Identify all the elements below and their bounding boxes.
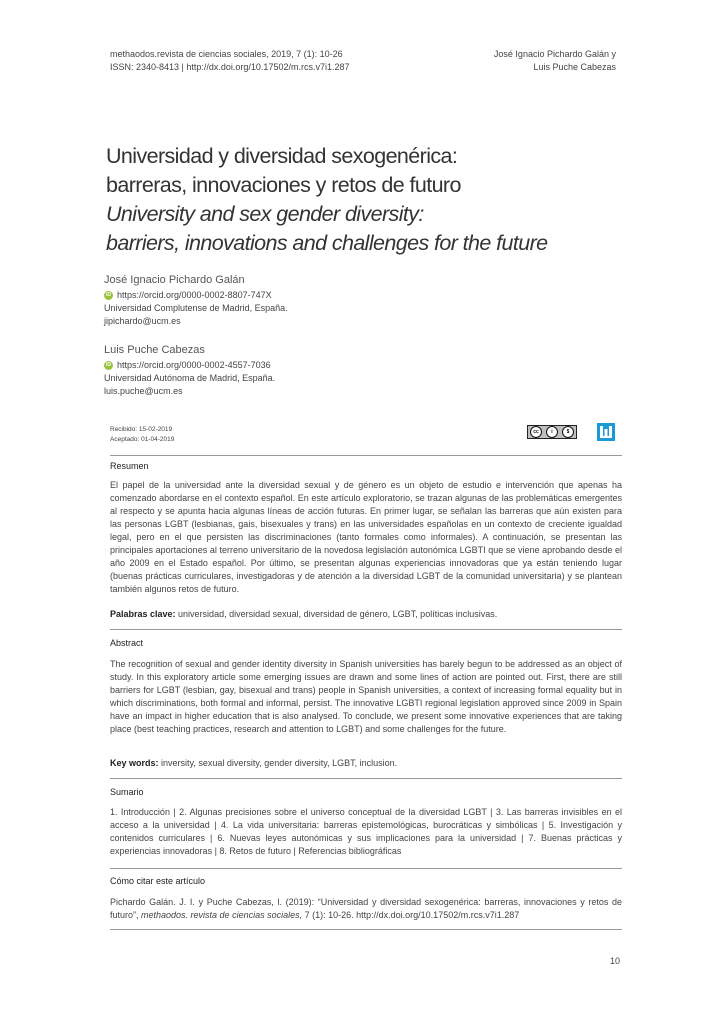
keywords-label: Palabras clave:	[110, 609, 176, 619]
cc-by-nc-icon[interactable]	[527, 425, 577, 439]
orcid-icon: iD	[106, 362, 111, 368]
sumario-heading: Sumario	[110, 787, 144, 797]
abstract-body: The recognition of sexual and gender identity diversity in Spanish universities has barely begun to be addressed as an object of study. In this exploratory article some emerging issues are drawn and some lines of action are pointed out. First, there are still barriers for LGBT (lesbian, gay, bisexual and trans) people in Spanish universities, a context of increasing formal equality but in which discriminations, both formal and informal, persist. The innovative LGBTI regional legislation approved since 2009 in Spain have an impact in higher education that is also analysed. To conclude, we present some innovative experiences that are taking place (best teaching practices, research and attention to LGBT) and some challenges for the future.	[110, 659, 622, 734]
by-icon: i	[546, 426, 558, 438]
author-name: José Ignacio Pichardo Galán	[104, 274, 245, 286]
author-block-1	[104, 272, 504, 328]
title-english-line2: barriers, innovations and challenges for the future	[106, 231, 548, 255]
divider	[110, 868, 622, 869]
title-english-line1: University and sex gender diversity:	[106, 202, 424, 226]
orcid-line[interactable]	[104, 359, 504, 372]
key-words	[110, 757, 622, 770]
resumen-body: El papel de la universidad ante la diversidad sexual y de género es un objeto de estudio e intervención que apenas ha comenzado abordarse en el contexto español. En este artículo exploratorio, se trazan algunas de las problemáticas emergentes al respecto y se apunta hacia algunas líneas de acción futuras. En primer lugar, se señalan las barreras que aún existen para las personas LGBT (lesbianas, gais, bisexuales y trans) en las universidades españolas en un contexto de creciente igualdad legal, pero en el que persisten las discriminaciones (tanto formales como informales). A continuación, se presentan las principales aportaciones al terreno universitario de la novedosa legislación autonómica LGBTI que se viene aprobando desde el año 2009 en el Estado español. Por último, se presentan algunas experiencias innovadoras que ya están teniendo lugar (buenas prácticas curriculares, investigadoras y de atención a la diversidad LGBT de la comunidad universitaria) y se plantean también algunos retos de futuro.	[110, 480, 622, 594]
header-authors-line2: Luis Puche Cabezas	[533, 62, 616, 72]
palabras-clave	[110, 608, 622, 621]
keywords-text: inversity, sexual diversity, gender diversity, LGBT, inclusion.	[158, 758, 398, 768]
sumario-body: 1. Introducción | 2. Algunas precisiones sobre el universo conceptual de la diversidad LGBT | 3. Las barreras invisibles en el acceso a la universidad | 4. La vida universitaria: barreras epistemológicas, burocráticas y simbólicas | 5. Investigación y contenidos curriculares | 6. Nuevas leyes autonómicas y sus implicaciones para la universidad | 7. Buenas prácticas y experiencias innovadoras | 8. Retos de futuro | Referencias bibliográficas	[110, 807, 622, 856]
orcid-link[interactable]: https://orcid.org/0000-0002-8807-747X	[117, 290, 272, 300]
citation-journal: methaodos. revista de ciencias sociales,	[141, 910, 303, 920]
author-name: Luis Puche Cabezas	[104, 344, 205, 356]
orcid-icon: iD	[106, 292, 111, 298]
page-number: 10	[609, 956, 620, 966]
running-header-right	[494, 48, 616, 74]
orcid-line[interactable]	[104, 289, 504, 302]
abstract-heading: Abstract	[110, 638, 144, 648]
resumen-heading: Resumen	[110, 461, 149, 471]
submission-dates	[110, 425, 174, 445]
author-affiliation: Universidad Autónoma de Madrid, España.	[104, 373, 276, 383]
nc-icon: $	[562, 426, 574, 438]
citation-part2[interactable]: 7 (1): 10-26. http://dx.doi.org/10.17502/m.rcs.v7i1.287	[302, 910, 520, 920]
citar-heading: Cómo citar este artículo	[110, 876, 206, 886]
running-header-left	[110, 48, 349, 74]
journal-logo-icon	[597, 423, 615, 441]
citation-text	[110, 896, 622, 922]
issn-doi-line[interactable]: ISSN: 2340-8413 | http://dx.doi.org/10.17502/m.rcs.v7i1.287	[110, 62, 350, 72]
journal-line: methaodos.revista de ciencias sociales, 2019, 7 (1): 10-26	[110, 49, 343, 59]
divider	[110, 929, 622, 930]
keywords-label: Key words:	[110, 758, 159, 768]
article-title	[106, 142, 626, 258]
divider	[110, 778, 622, 779]
received-date: Recibido: 15-02-2019	[110, 426, 173, 433]
title-spanish-line1: Universidad y diversidad sexogenérica:	[106, 144, 458, 168]
orcid-link[interactable]: https://orcid.org/0000-0002-4557-7036	[117, 360, 271, 370]
title-spanish-line2: barreras, innovaciones y retos de futuro	[106, 173, 461, 197]
header-authors-line1: José Ignacio Pichardo Galán y	[493, 49, 616, 59]
author-affiliation: Universidad Complutense de Madrid, España.	[104, 303, 288, 313]
cc-icon: cc	[530, 426, 542, 438]
divider	[110, 455, 622, 456]
accepted-date: Aceptado: 01-04-2019	[110, 436, 175, 443]
author-email[interactable]: jipichardo@ucm.es	[104, 316, 181, 326]
citation-part1: Pichardo Galán. J. I. y Puche Cabezas, l. (2019): “Universidad y diversidad sexogenérica: barreras, innovaciones y retos de futuro”,	[110, 897, 622, 920]
divider	[110, 629, 622, 630]
author-block-2	[104, 342, 504, 398]
author-email[interactable]: luis.puche@ucm.es	[104, 386, 183, 396]
keywords-text: universidad, diversidad sexual, diversidad de género, LGBT, políticas inclusivas.	[175, 609, 498, 619]
